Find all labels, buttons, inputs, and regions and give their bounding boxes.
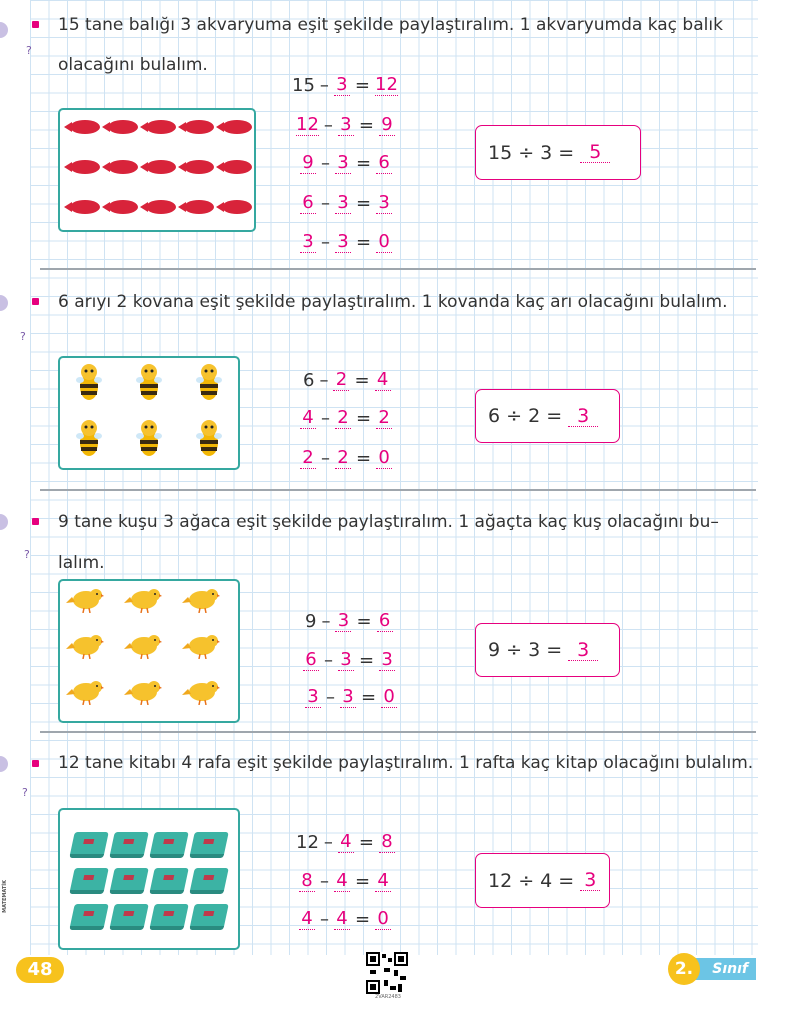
equation-row <box>296 112 395 136</box>
grade-label: Sınıf <box>690 958 756 980</box>
book-icon <box>109 832 149 858</box>
division-answer: 5 <box>580 142 610 163</box>
minus-sign: – <box>321 611 331 632</box>
bird-icon <box>66 679 104 705</box>
minus-sign: – <box>323 832 333 853</box>
division-expression: 15 ÷ 3 = <box>488 141 575 164</box>
edge-marker <box>0 756 8 772</box>
minus-sign: – <box>323 115 333 136</box>
equals-sign: = <box>356 153 372 174</box>
section-divider <box>40 268 756 270</box>
subtrahend: 2 <box>335 448 351 469</box>
division-answer: 3 <box>568 640 598 661</box>
bird-icon <box>182 587 220 613</box>
division-box <box>475 125 641 180</box>
book-icon <box>69 868 109 894</box>
difference: 0 <box>376 448 392 469</box>
minus-sign: – <box>324 650 333 671</box>
equals-sign: = <box>358 832 374 853</box>
bee-icon <box>196 418 222 458</box>
fish-picture-box <box>58 108 256 232</box>
fish-icon <box>108 160 138 174</box>
fish-icon <box>146 200 176 214</box>
book-icon <box>189 904 229 930</box>
book-icon <box>109 904 149 930</box>
subtrahend: 3 <box>335 153 351 174</box>
fish-icon <box>222 200 252 214</box>
fish-icon <box>222 120 252 134</box>
minus-sign: – <box>321 408 330 429</box>
minuend: 4 <box>300 408 316 429</box>
section-divider <box>40 731 756 733</box>
bullet-icon <box>32 518 39 525</box>
minuend: 9 <box>300 153 316 174</box>
division-expression: 9 ÷ 3 = <box>488 639 563 661</box>
bee-icon <box>136 418 162 458</box>
fish-icon <box>108 200 138 214</box>
minus-sign: – <box>321 232 330 253</box>
fish-icon <box>184 120 214 134</box>
minuend: 15 <box>292 75 315 96</box>
grade-number: 2. <box>668 953 700 985</box>
minuend: 9 <box>305 611 317 632</box>
edge-marker <box>0 295 8 311</box>
subtrahend: 3 <box>335 193 351 214</box>
subtrahend: 2 <box>333 370 349 391</box>
fish-icon <box>184 200 214 214</box>
division-box <box>475 389 620 443</box>
minuend: 2 <box>300 448 316 469</box>
subtrahend: 3 <box>338 115 354 136</box>
book-icon <box>69 904 109 930</box>
difference: 0 <box>376 232 392 253</box>
equals-sign: = <box>358 115 374 136</box>
difference: 9 <box>379 115 395 136</box>
book-icon <box>149 832 189 858</box>
bullet-icon <box>32 21 39 28</box>
difference: 3 <box>376 193 392 214</box>
equals-sign: = <box>356 193 372 214</box>
minuend: 4 <box>299 909 315 930</box>
qr-code-label: 2VAR2483 <box>375 994 401 1000</box>
book-icon <box>69 832 109 858</box>
equals-sign: = <box>355 909 371 930</box>
minus-sign: – <box>320 871 329 892</box>
minuend: 12 <box>296 832 319 853</box>
subtrahend: 3 <box>334 75 350 96</box>
grade-badge <box>668 953 758 985</box>
difference: 12 <box>375 74 398 95</box>
bullet-icon <box>32 298 39 305</box>
bee-picture-box <box>58 356 240 470</box>
subtrahend: 4 <box>338 832 354 853</box>
difference: 8 <box>379 832 395 853</box>
book-picture-box <box>58 808 240 950</box>
equals-sign: = <box>355 871 371 892</box>
bird-icon <box>182 633 220 659</box>
book-icon <box>189 832 229 858</box>
bird-icon <box>124 633 162 659</box>
equals-sign: = <box>354 75 370 96</box>
division-expression: 6 ÷ 2 = <box>488 405 563 427</box>
equation-row <box>305 684 397 708</box>
page-number-badge: 48 <box>16 957 64 983</box>
equation-row <box>300 190 392 214</box>
division-answer: 3 <box>568 406 598 427</box>
minuend: 12 <box>296 114 319 135</box>
equation-row <box>296 829 395 853</box>
question-1-text-line1: 15 tane balığı 3 akvaryuma eşit şekilde paylaştıralım. 1 akvaryumda kaç balık <box>58 15 723 35</box>
minus-sign: – <box>320 909 329 930</box>
difference: 0 <box>375 909 391 930</box>
bird-icon <box>124 679 162 705</box>
question-mark-icon: ? <box>24 548 30 561</box>
equals-sign: = <box>359 650 375 671</box>
minus-sign: – <box>326 687 335 708</box>
bird-icon <box>124 587 162 613</box>
minus-sign: – <box>321 448 330 469</box>
equation-row <box>300 405 392 429</box>
subtrahend: 4 <box>334 909 350 930</box>
fish-icon <box>146 160 176 174</box>
subtrahend: 3 <box>335 611 351 632</box>
equals-sign: = <box>361 687 377 708</box>
book-icon <box>189 868 229 894</box>
equals-sign: = <box>354 370 370 391</box>
question-3-text-line1: 9 tane kuşu 3 ağaca eşit şekilde paylaştıralım. 1 ağaçta kaç kuş olacağını bu– <box>58 512 719 532</box>
equation-row <box>303 647 395 671</box>
equals-sign: = <box>356 448 372 469</box>
section-divider <box>40 489 756 491</box>
edge-marker <box>0 514 8 530</box>
bee-icon <box>76 418 102 458</box>
bullet-icon <box>32 760 39 767</box>
equation-row <box>303 367 391 391</box>
side-brand-text: MATEMATİK <box>2 880 8 913</box>
minuend: 8 <box>299 871 315 892</box>
minuend: 6 <box>303 370 315 391</box>
division-box <box>475 623 620 677</box>
equation-row <box>299 868 391 892</box>
equals-sign: = <box>356 232 372 253</box>
question-4-text: 12 tane kitabı 4 rafa eşit şekilde paylaştıralım. 1 rafta kaç kitap olacağını bulalım. <box>58 753 754 773</box>
book-icon <box>149 904 189 930</box>
minuend: 6 <box>300 193 316 214</box>
bee-icon <box>196 362 222 402</box>
question-1-text-line2: olacağını bulalım. <box>58 55 208 75</box>
minus-sign: – <box>319 75 329 96</box>
equals-sign: = <box>356 611 372 632</box>
subtrahend: 4 <box>334 871 350 892</box>
fish-icon <box>70 200 100 214</box>
division-box <box>475 853 610 908</box>
difference: 6 <box>377 611 393 632</box>
division-expression: 12 ÷ 4 = <box>488 869 575 892</box>
difference: 4 <box>375 871 391 892</box>
difference: 2 <box>376 408 392 429</box>
bee-icon <box>76 362 102 402</box>
equals-sign: = <box>356 408 372 429</box>
fish-icon <box>146 120 176 134</box>
equation-row <box>300 445 392 469</box>
difference: 4 <box>375 370 391 391</box>
bird-icon <box>66 633 104 659</box>
qr-code-icon[interactable] <box>366 952 408 994</box>
question-mark-icon: ? <box>26 44 32 57</box>
minuend: 3 <box>305 687 321 708</box>
subtrahend: 3 <box>338 650 354 671</box>
minuend: 3 <box>300 232 316 253</box>
fish-icon <box>184 160 214 174</box>
bird-icon <box>66 587 104 613</box>
bee-icon <box>136 362 162 402</box>
minus-sign: – <box>319 370 329 391</box>
equation-row <box>305 608 393 632</box>
question-mark-icon: ? <box>20 330 26 343</box>
edge-marker <box>0 22 8 38</box>
fish-icon <box>70 160 100 174</box>
bird-picture-box <box>58 579 240 723</box>
fish-icon <box>222 160 252 174</box>
difference: 3 <box>379 650 395 671</box>
minus-sign: – <box>321 193 330 214</box>
book-icon <box>109 868 149 894</box>
subtrahend: 2 <box>335 408 351 429</box>
question-3-text-line2: lalım. <box>58 553 105 573</box>
minus-sign: – <box>321 153 330 174</box>
equation-row <box>299 906 391 930</box>
equation-row <box>300 229 392 253</box>
equation-row <box>300 150 392 174</box>
fish-icon <box>108 120 138 134</box>
fish-icon <box>70 120 100 134</box>
difference: 6 <box>376 153 392 174</box>
division-answer: 3 <box>580 870 600 891</box>
question-2-text: 6 arıyı 2 kovana eşit şekilde paylaştıralım. 1 kovanda kaç arı olacağını bulalım. <box>58 292 728 312</box>
book-icon <box>149 868 189 894</box>
subtrahend: 3 <box>335 232 351 253</box>
bird-icon <box>182 679 220 705</box>
question-mark-icon: ? <box>22 786 28 799</box>
minuend: 6 <box>303 650 319 671</box>
equation-row <box>292 72 398 96</box>
subtrahend: 3 <box>340 687 356 708</box>
difference: 0 <box>381 687 397 708</box>
